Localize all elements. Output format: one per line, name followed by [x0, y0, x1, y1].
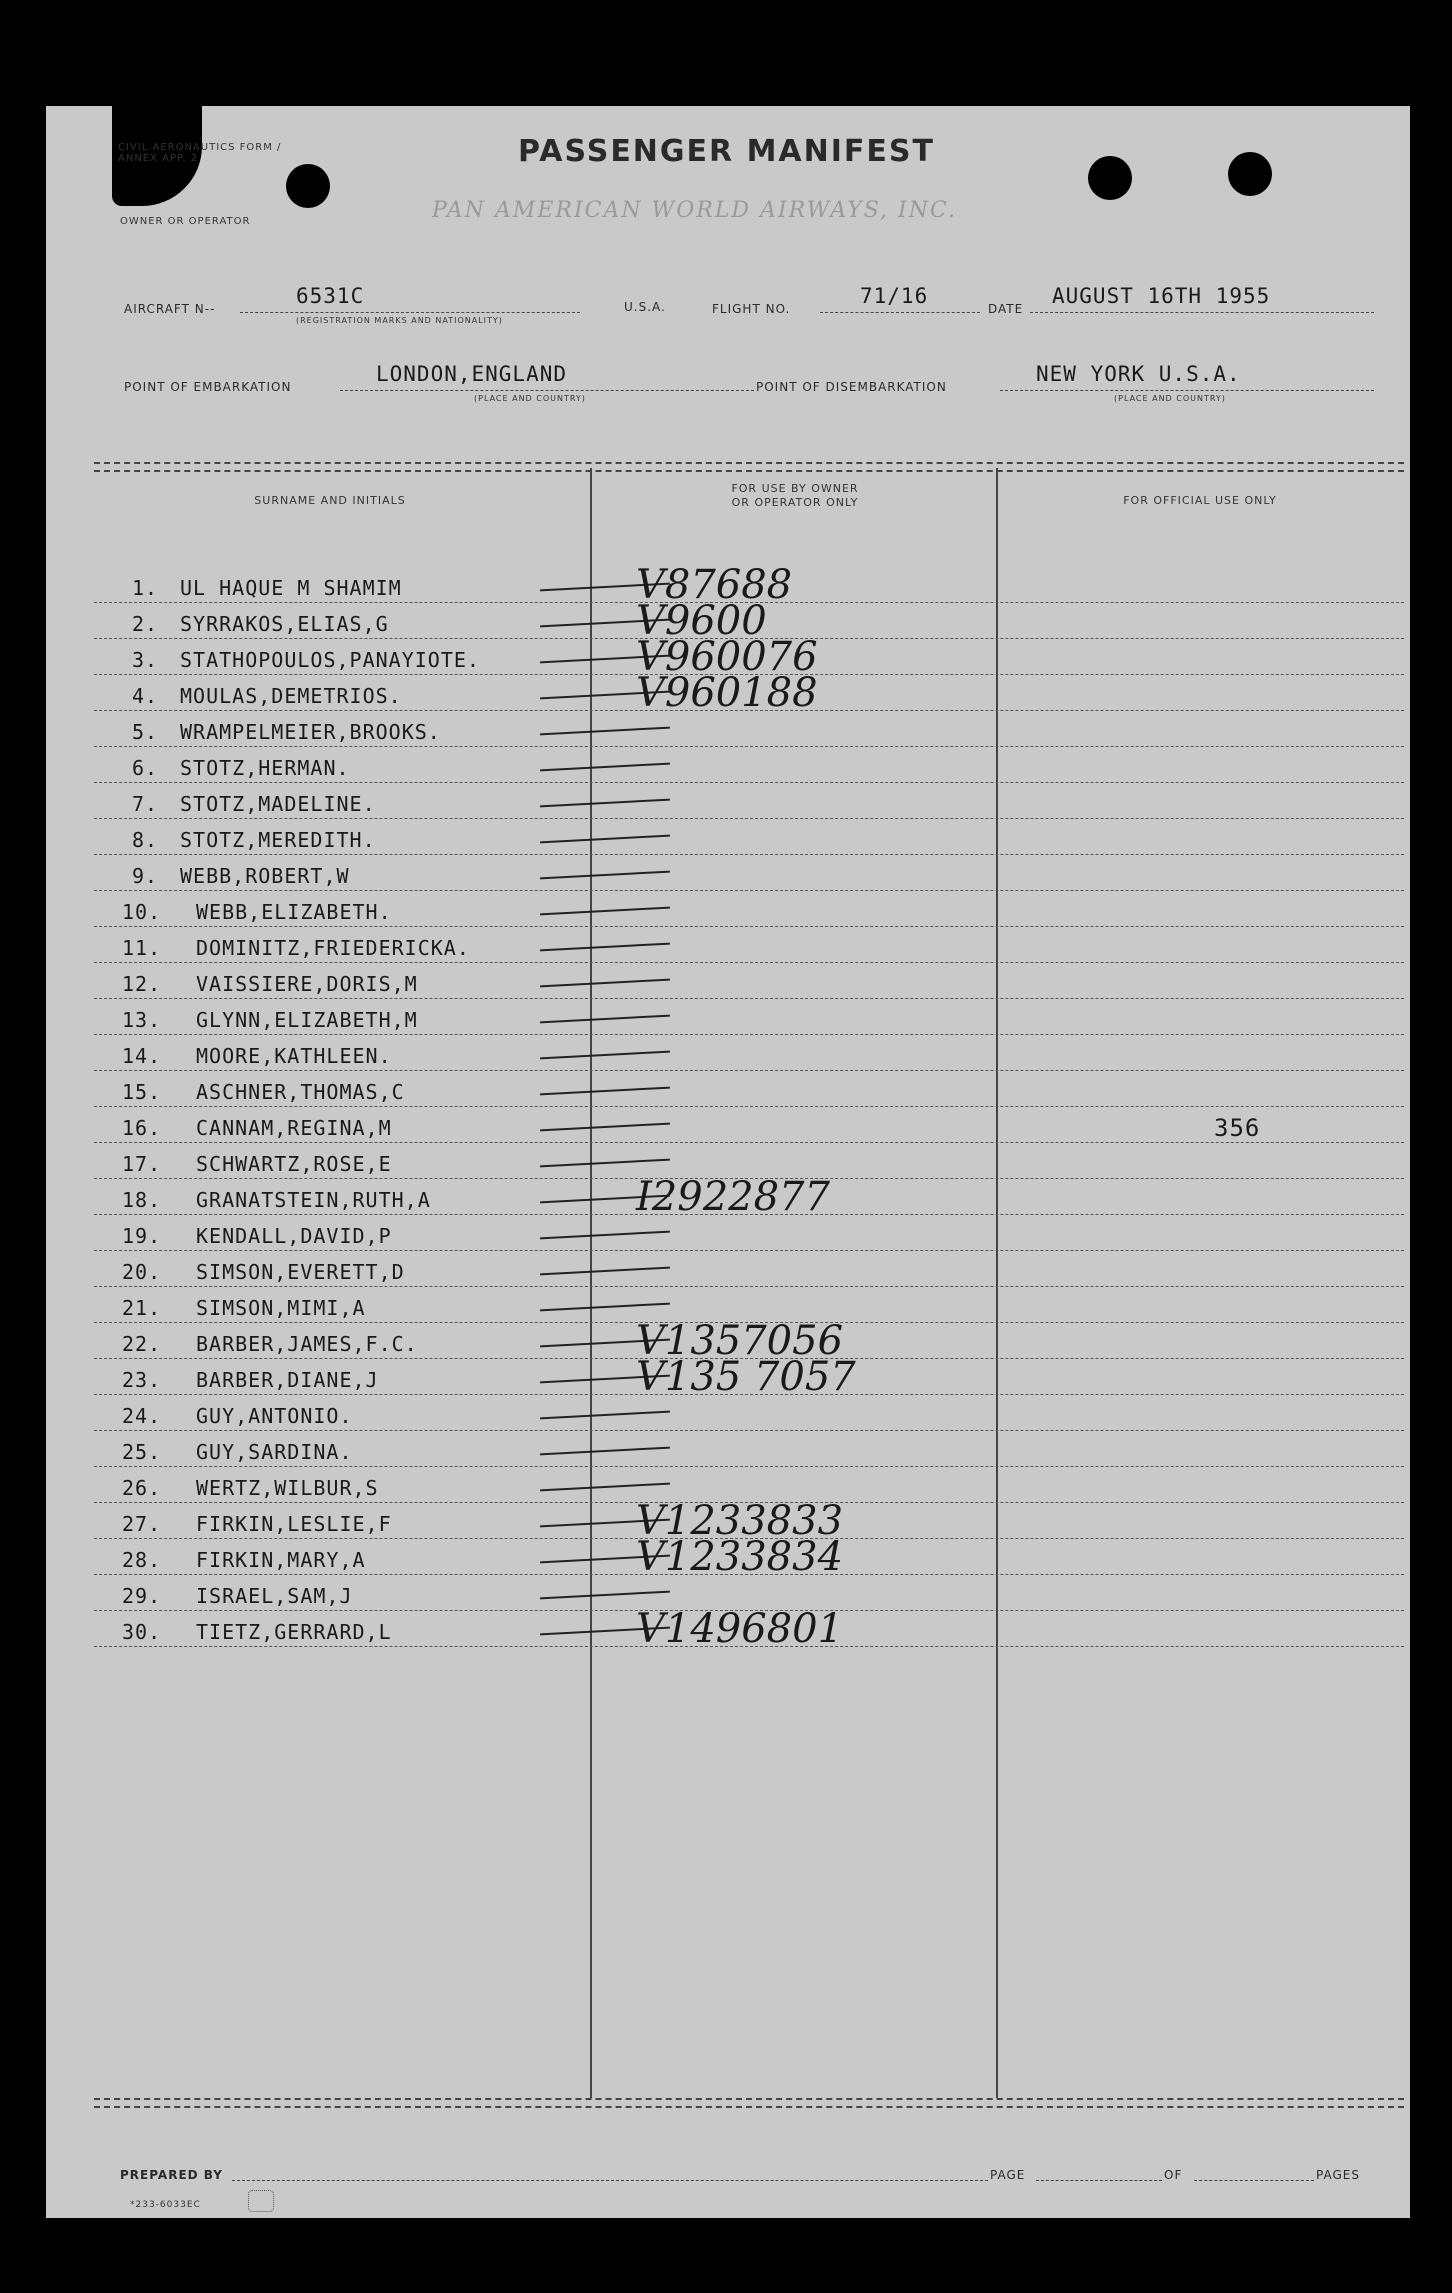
row-number: 3. — [132, 648, 159, 672]
row-number: 22. — [122, 1332, 162, 1356]
disembarkation-line — [1000, 390, 1374, 391]
pages-label: PAGES — [1316, 2168, 1360, 2182]
passenger-name: DOMINITZ,FRIEDERICKA. — [196, 936, 470, 960]
page-line — [1036, 2180, 1162, 2181]
row-number: 29. — [122, 1584, 162, 1608]
passenger-name: WERTZ,WILBUR,S — [196, 1476, 379, 1500]
row-number: 20. — [122, 1260, 162, 1284]
row-number: 28. — [122, 1548, 162, 1572]
table-bottom-rule — [94, 2098, 1404, 2108]
row-number: 23. — [122, 1368, 162, 1392]
passenger-name: STOTZ,MEREDITH. — [180, 828, 376, 852]
embarkation-value: LONDON,ENGLAND — [376, 362, 568, 386]
handwritten-number: V960188 — [636, 670, 818, 716]
handwritten-number: V1496801 — [636, 1606, 844, 1652]
row-number: 16. — [122, 1116, 162, 1140]
embark-place-caption: (PLACE AND COUNTRY) — [474, 394, 586, 403]
column-divider — [996, 468, 998, 2098]
embarkation-label: POINT OF EMBARKATION — [124, 380, 292, 394]
table-row — [94, 926, 1404, 927]
passenger-name: ISRAEL,SAM,J — [196, 1584, 353, 1608]
official-note: 356 — [1214, 1114, 1261, 1142]
disembark-place-caption: (PLACE AND COUNTRY) — [1114, 394, 1226, 403]
form-number: *233-6033EC — [130, 2200, 201, 2210]
row-number: 17. — [122, 1152, 162, 1176]
row-number: 15. — [122, 1080, 162, 1104]
row-number: 12. — [122, 972, 162, 996]
passenger-name: WRAMPELMEIER,BROOKS. — [180, 720, 441, 744]
punch-hole — [286, 164, 330, 208]
table-row — [94, 1034, 1404, 1035]
row-number: 8. — [132, 828, 159, 852]
table-row — [94, 962, 1404, 963]
flight-date: AUGUST 16TH 1955 — [1052, 284, 1271, 308]
row-number: 4. — [132, 684, 159, 708]
passenger-name: STOTZ,HERMAN. — [180, 756, 350, 780]
passenger-name: CANNAM,REGINA,M — [196, 1116, 392, 1140]
row-number: 10. — [122, 900, 162, 924]
passenger-name: STATHOPOULOS,PANAYIOTE. — [180, 648, 480, 672]
aircraft-value: 6531C — [296, 284, 365, 308]
of-label: OF — [1164, 2168, 1183, 2182]
date-line — [1030, 312, 1374, 313]
row-number: 14. — [122, 1044, 162, 1068]
disembarkation-value: NEW YORK U.S.A. — [1036, 362, 1241, 386]
row-number: 13. — [122, 1008, 162, 1032]
row-number: 5. — [132, 720, 159, 744]
embarkation-line — [340, 390, 754, 391]
handwritten-number: I2922877 — [636, 1174, 830, 1220]
passenger-name: GLYNN,ELIZABETH,M — [196, 1008, 418, 1032]
row-number: 30. — [122, 1620, 162, 1644]
column-divider — [590, 468, 592, 2098]
usa-label: U.S.A. — [624, 300, 666, 314]
passenger-name: BARBER,JAMES,F.C. — [196, 1332, 418, 1356]
passenger-name: VAISSIERE,DORIS,M — [196, 972, 418, 996]
passenger-name: FIRKIN,LESLIE,F — [196, 1512, 392, 1536]
passenger-name: GRANATSTEIN,RUTH,A — [196, 1188, 431, 1212]
row-number: 18. — [122, 1188, 162, 1212]
printer-seal-icon — [248, 2190, 274, 2212]
disembarkation-label: POINT OF DISEMBARKATION — [756, 380, 947, 394]
row-number: 11. — [122, 936, 162, 960]
table-row — [94, 1106, 1404, 1107]
row-number: 9. — [132, 864, 159, 888]
passenger-name: TIETZ,GERRARD,L — [196, 1620, 392, 1644]
row-number: 24. — [122, 1404, 162, 1428]
handwritten-number: V1233834 — [636, 1534, 844, 1580]
company-name: PAN AMERICAN WORLD AIRWAYS, INC. — [432, 198, 958, 223]
row-number: 2. — [132, 612, 159, 636]
column-header-official: FOR OFFICIAL USE ONLY — [1123, 494, 1277, 507]
passenger-name: SIMSON,EVERETT,D — [196, 1260, 405, 1284]
table-row — [94, 746, 1404, 747]
passenger-name: BARBER,DIANE,J — [196, 1368, 379, 1392]
table-top-rule — [94, 462, 1404, 472]
row-number: 19. — [122, 1224, 162, 1248]
table-row — [94, 1142, 1404, 1143]
table-row — [94, 782, 1404, 783]
passenger-name: FIRKIN,MARY,A — [196, 1548, 366, 1572]
passenger-name: UL HAQUE M SHAMIM — [180, 576, 402, 600]
passenger-name: MOORE,KATHLEEN. — [196, 1044, 392, 1068]
page-label: PAGE — [990, 2168, 1026, 2182]
handwritten-number: V960076 — [636, 634, 818, 680]
passenger-name: MOULAS,DEMETRIOS. — [180, 684, 402, 708]
flight-label: FLIGHT NO. — [712, 302, 791, 316]
aircraft-label: AIRCRAFT N-- — [124, 302, 216, 316]
column-header-owner-2: OR OPERATOR ONLY — [731, 496, 859, 509]
handwritten-number: V87688 — [636, 562, 793, 608]
of-line — [1194, 2180, 1314, 2181]
prepared-by-line — [232, 2180, 988, 2181]
table-row — [94, 998, 1404, 999]
handwritten-number: V1233833 — [636, 1498, 844, 1544]
owner-label: OWNER OR OPERATOR — [120, 216, 251, 227]
table-row — [94, 1430, 1404, 1431]
row-number: 21. — [122, 1296, 162, 1320]
passenger-name: WEBB,ELIZABETH. — [196, 900, 392, 924]
passenger-name: SCHWARTZ,ROSE,E — [196, 1152, 392, 1176]
aircraft-line — [240, 312, 580, 313]
row-number: 26. — [122, 1476, 162, 1500]
date-label: DATE — [988, 302, 1024, 316]
table-row — [94, 1070, 1404, 1071]
row-number: 25. — [122, 1440, 162, 1464]
passenger-name: GUY,ANTONIO. — [196, 1404, 353, 1428]
passenger-name: STOTZ,MADELINE. — [180, 792, 376, 816]
table-row — [94, 854, 1404, 855]
punch-hole — [1088, 156, 1132, 200]
page-title: PASSENGER MANIFEST — [518, 134, 935, 169]
form-reference: CIVIL AERONAUTICS FORM / ANNEX APP. 2 — [118, 142, 282, 164]
passenger-name: ASCHNER,THOMAS,C — [196, 1080, 405, 1104]
row-number: 7. — [132, 792, 159, 816]
table-row — [94, 818, 1404, 819]
prepared-by-label: PREPARED BY — [120, 2168, 223, 2182]
row-number: 27. — [122, 1512, 162, 1536]
passenger-name: SIMSON,MIMI,A — [196, 1296, 366, 1320]
handwritten-number: V135 7057 — [636, 1354, 856, 1400]
flight-number: 71/16 — [860, 284, 929, 308]
row-number: 6. — [132, 756, 159, 780]
table-row — [94, 890, 1404, 891]
column-header-surname: SURNAME AND INITIALS — [254, 494, 406, 507]
passenger-name: SYRRAKOS,ELIAS,G — [180, 612, 389, 636]
passenger-name: WEBB,ROBERT,W — [180, 864, 350, 888]
punch-hole — [1228, 152, 1272, 196]
flight-line — [820, 312, 980, 313]
handwritten-number: V9600 — [636, 598, 767, 644]
table-row — [94, 1466, 1404, 1467]
handwritten-number: V1357056 — [636, 1318, 844, 1364]
table-row — [94, 1250, 1404, 1251]
column-header-owner-1: FOR USE BY OWNER — [731, 482, 859, 495]
table-row — [94, 1286, 1404, 1287]
passenger-name: GUY,SARDINA. — [196, 1440, 353, 1464]
row-number: 1. — [132, 576, 159, 600]
registration-caption: (REGISTRATION MARKS AND NATIONALITY) — [296, 316, 503, 325]
passenger-name: KENDALL,DAVID,P — [196, 1224, 392, 1248]
